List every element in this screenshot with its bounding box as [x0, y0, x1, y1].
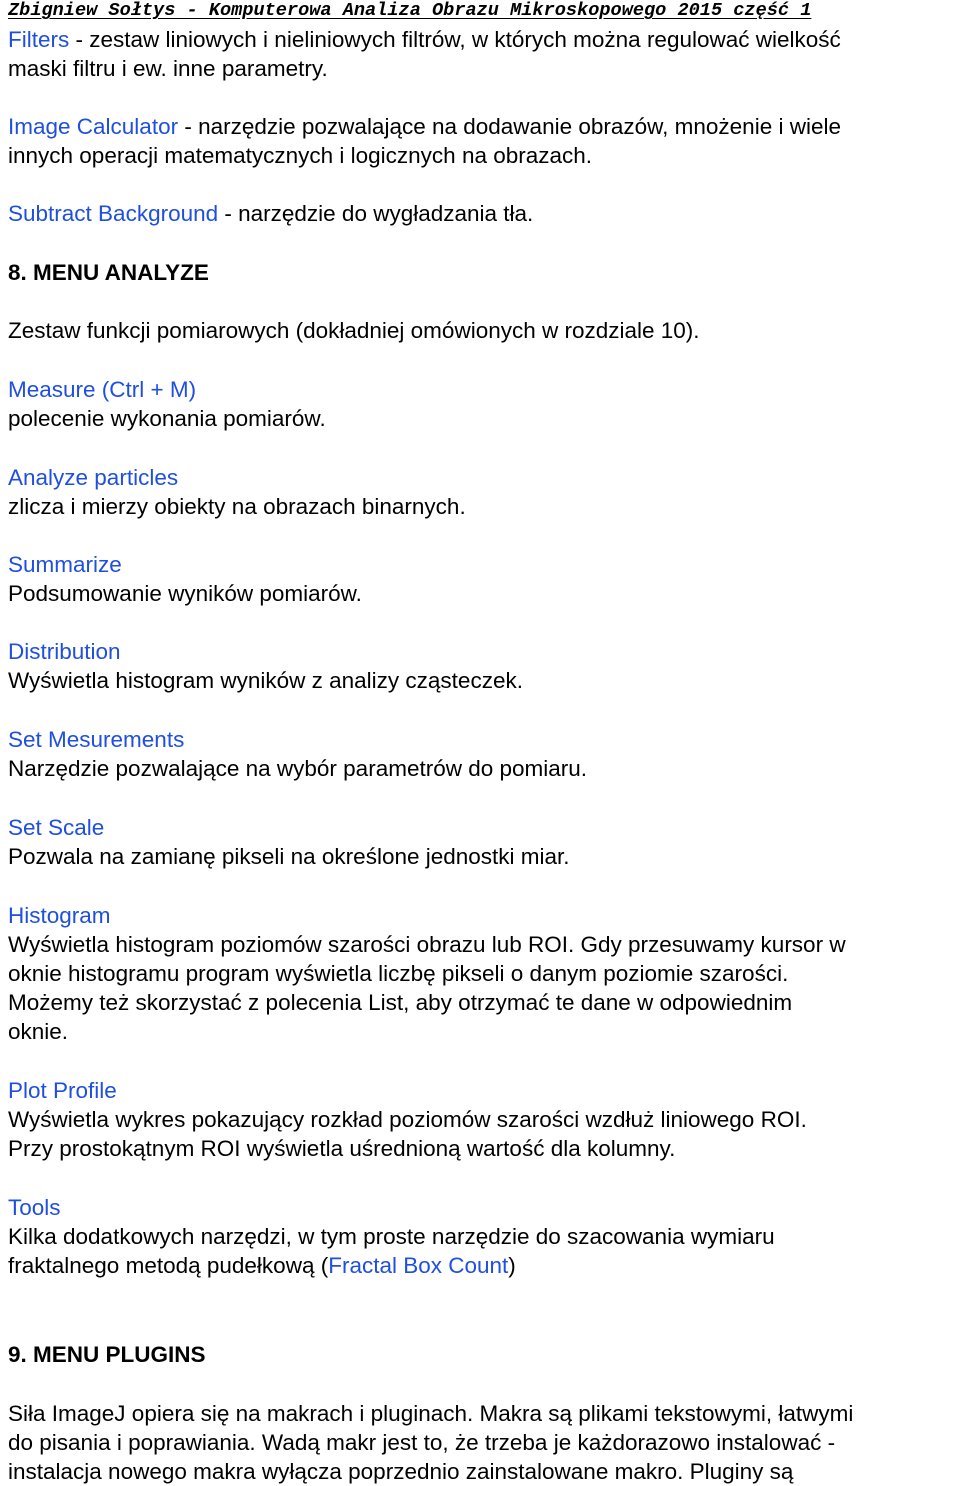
- filters-line: [8, 25, 841, 54]
- section-9-line: instalacja nowego makra wyłącza poprzednio zainstalowane makro. Pluginy są: [8, 1459, 794, 1484]
- subtract-background-line: [8, 199, 533, 228]
- item-term: Plot Profile: [8, 1078, 117, 1103]
- item-desc: Możemy też skorzystać z polecenia List, aby otrzymać te dane w odpowiednim: [8, 990, 793, 1015]
- item-desc: Wyświetla histogram wyników z analizy cząsteczek.: [8, 668, 523, 693]
- item-desc: Kilka dodatkowych narzędzi, w tym proste narzędzie do szacowania wymiaru: [8, 1224, 775, 1249]
- section-9-line: Siła ImageJ opiera się na makrach i pluginach. Makra są plikami tekstowymi, łatwymi: [8, 1401, 854, 1426]
- filters-text: - zestaw liniowych i nieliniowych filtrów, w których można regulować wielkość: [69, 27, 841, 52]
- image-calculator-text: - narzędzie pozwalające na dodawanie obrazów, mnożenie i wiele: [178, 114, 841, 139]
- tools-last-text: fraktalnego metodą pudełkową (: [8, 1253, 329, 1278]
- item-desc: Narzędzie pozwalające na wybór parametrów do pomiaru.: [8, 756, 588, 781]
- image-calculator-line: [8, 112, 841, 141]
- item-term: Distribution: [8, 639, 121, 664]
- tools-last-line: [8, 1251, 516, 1280]
- image-calculator-line-cont: innych operacji matematycznych i logicznych na obrazach.: [8, 143, 593, 168]
- item-term: Histogram: [8, 903, 111, 928]
- item-term: Set Scale: [8, 815, 105, 840]
- item-desc: oknie.: [8, 1019, 69, 1044]
- filters-term: Filters: [8, 27, 70, 52]
- section-8-intro: Zestaw funkcji pomiarowych (dokładniej omówionych w rozdziale 10).: [8, 318, 700, 343]
- filters-line-cont: maski filtru i ew. inne parametry.: [8, 56, 328, 81]
- item-desc: Wyświetla wykres pokazujący rozkład poziomów szarości wzdłuż liniowego ROI.: [8, 1107, 807, 1132]
- item-desc: Przy prostokątnym ROI wyświetla uśrednioną wartość dla kolumny.: [8, 1136, 676, 1161]
- tools-last-close: ): [508, 1253, 516, 1278]
- image-calculator-term: Image Calculator: [8, 114, 179, 139]
- section-9-heading: 9. MENU PLUGINS: [8, 1342, 206, 1367]
- item-term: Set Mesurements: [8, 727, 185, 752]
- item-term: Measure (Ctrl + M): [8, 377, 197, 402]
- item-desc: Pozwala na zamianę pikseli na określone jednostki miar.: [8, 844, 570, 869]
- item-term: Tools: [8, 1195, 61, 1220]
- item-desc: zlicza i mierzy obiekty na obrazach binarnych.: [8, 494, 466, 519]
- page-header: Zbigniew Sołtys - Komputerowa Analiza Obrazu Mikroskopowego 2015 część 1: [8, 0, 812, 21]
- item-term: Summarize: [8, 552, 122, 577]
- fractal-box-count-term: Fractal Box Count: [328, 1253, 509, 1278]
- subtract-background-text: - narzędzie do wygładzania tła.: [218, 201, 534, 226]
- item-desc: Podsumowanie wyników pomiarów.: [8, 581, 362, 606]
- section-8-heading: 8. MENU ANALYZE: [8, 260, 209, 285]
- item-desc: oknie histogramu program wyświetla liczbę pikseli o danym poziomie szarości.: [8, 961, 789, 986]
- item-term: Analyze particles: [8, 465, 179, 490]
- subtract-background-term: Subtract Background: [8, 201, 219, 226]
- section-9-line: do pisania i poprawiania. Wadą makr jest to, że trzeba je każdorazowo instalować -: [8, 1430, 836, 1455]
- item-desc: polecenie wykonania pomiarów.: [8, 406, 326, 431]
- item-desc: Wyświetla histogram poziomów szarości obrazu lub ROI. Gdy przesuwamy kursor w: [8, 932, 846, 957]
